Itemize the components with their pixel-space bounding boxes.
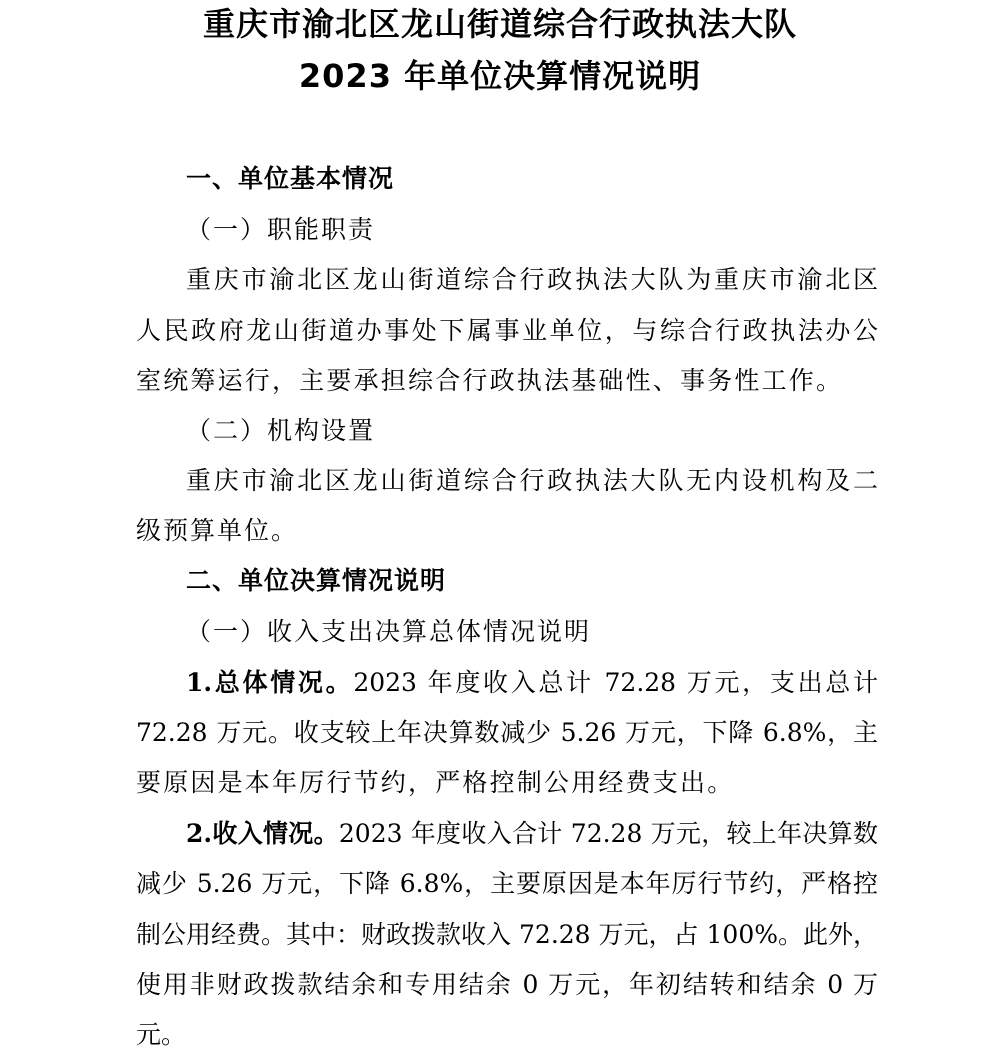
paragraph-line: 级预算单位。 [136,516,299,545]
paragraph-text: 2023 年度收入合计 72.28 万元，较上年决算数 [338,819,878,848]
paragraph-line: 元。 [136,1020,187,1049]
subsection-heading-income-expenditure: （一）收入支出决算总体情况说明 [186,617,592,646]
paragraph-line: 重庆市渝北区龙山街道综合行政执法大队为重庆市渝北区 [186,265,878,294]
paragraph-line: 室统筹运行，主要承担综合行政执法基础性、事务性工作。 [136,366,844,395]
paragraph-overall [186,668,878,698]
paragraph-lead-income: 2.收入情况。 [186,819,339,848]
document-title-line-2: 2023 年单位决算情况说明 [298,57,702,95]
paragraph-text: 2023 年度收入总计 72.28 万元，支出总计 [353,668,878,697]
subsection-heading-functions: （一）职能职责 [186,215,376,244]
subsection-heading-organization: （二）机构设置 [186,416,376,445]
paragraph-income [186,819,878,849]
paragraph-line: 使用非财政拨款结余和专用结余 0 万元，年初结转和结余 0 万 [136,970,878,999]
paragraph-line: 重庆市渝北区龙山街道综合行政执法大队无内设机构及二 [186,466,878,495]
section-heading-final-accounts: 二、单位决算情况说明 [186,566,447,595]
paragraph-line: 减少 5.26 万元，下降 6.8%，主要原因是本年厉行节约，严格控 [136,869,878,898]
document-title-line-1: 重庆市渝北区龙山街道综合行政执法大队 [202,5,797,43]
paragraph-line: 72.28 万元。收支较上年决算数减少 5.26 万元，下降 6.8%，主 [136,718,878,747]
section-heading-basic-info: 一、单位基本情况 [186,164,395,193]
paragraph-line: 制公用经费。其中：财政拨款收入 72.28 万元，占 100%。此外， [136,920,878,949]
paragraph-line: 要原因是本年厉行节约，严格控制公用经费支出。 [136,768,735,797]
paragraph-line: 人民政府龙山街道办事处下属事业单位，与综合行政执法办公 [136,316,878,345]
paragraph-lead-overall: 1.总体情况。 [186,668,354,697]
